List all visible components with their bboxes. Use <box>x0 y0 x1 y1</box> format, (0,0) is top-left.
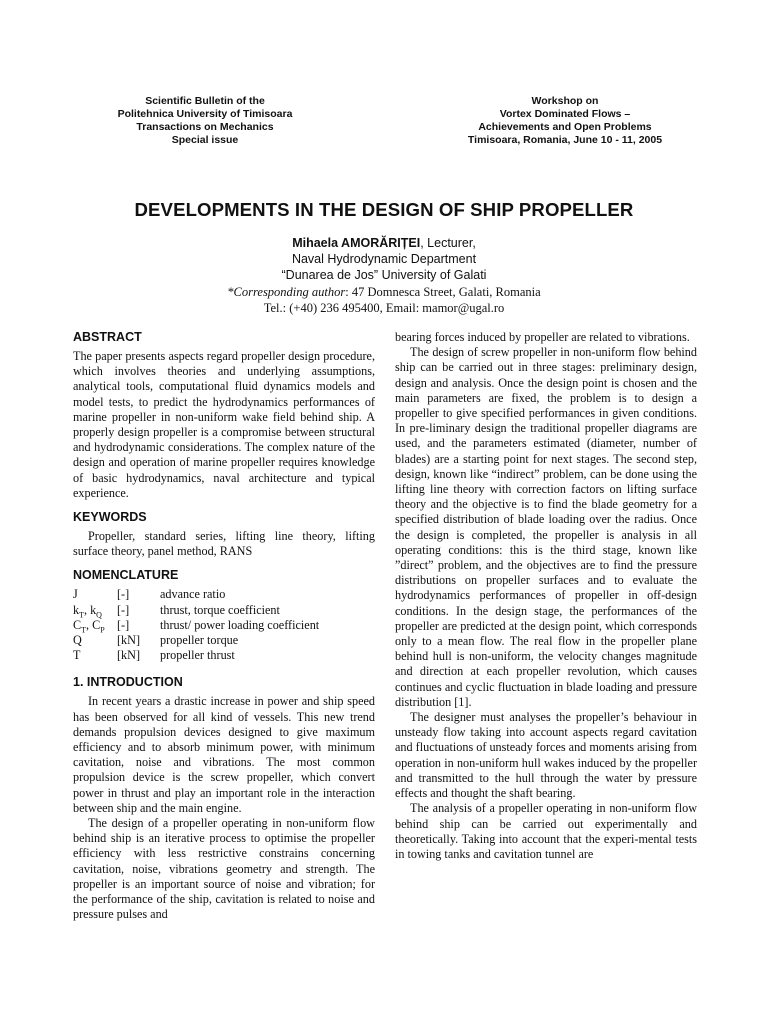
body-paragraph: The designer must analyses the propeller’s behaviour in unsteady flow taking into account aspects regard cavitation and fluctuations of unsteady forces and moments arising from operation in non-uniform hull wakes induced by the propeller and transmitted to the hull through the water by pressure effects and thought the shaft bearing. <box>395 710 697 801</box>
nomenclature-unit: [-] <box>117 602 130 617</box>
keywords-heading: KEYWORDS <box>73 510 147 525</box>
introduction-heading: 1. INTRODUCTION <box>73 675 183 690</box>
contact-phone-email: Tel.: (+40) 236 495400, Email: mamor@ugal.ro <box>263 300 505 315</box>
nomenclature-description: propeller thrust <box>160 648 235 663</box>
nomenclature-description: thrust/ power loading coefficient <box>160 617 320 632</box>
contact-block <box>84 285 684 316</box>
nomenclature-unit: [kN] <box>117 633 141 648</box>
left-column <box>73 330 375 923</box>
nomenclature-table <box>73 587 319 663</box>
nomenclature-description: propeller torque <box>160 633 239 648</box>
nomenclature-symbol: $C_T$, $C_P$ <box>73 617 105 635</box>
workshop-header <box>440 95 690 147</box>
nomenclature-symbol: Q <box>73 633 82 648</box>
nomenclature-unit: [-] <box>117 617 130 632</box>
journal-line: Special issue <box>171 134 239 146</box>
right-column <box>395 330 697 862</box>
workshop-line: Vortex Dominated Flows – <box>499 108 631 120</box>
journal-header <box>100 95 310 147</box>
body-paragraph: bearing forces induced by propeller are related to vibrations. <box>395 330 690 344</box>
nomenclature-symbol: $k_T$, $k_Q$ <box>73 602 102 620</box>
body-paragraph: The design of screw propeller in non-uniform flow behind ship can be carried out in three stages: preliminary design, design and analysis. Once the design point is chosen and the main parameters are fixed, the problem is to design a propeller to give specified performances in given conditions. In pre-liminary design the traditional propeller diagrams are used, and the parameters estimated (diameter, number of blades) are a starting point for next stages. The second step, design, known like “indirect” problem, can be done using the lifting line theory with correction factors on lifting surface theory and the objective is to find the blade geometry for a specified distribution of blade loading over the radius. Once the design is completed, the propeller is analysis in all operating conditions: this is the third stage, known like ”direct” problem, and the objectives are to find the pressure distributions on propeller surfaces and to evaluate the hydrodynamics performances of propeller in off-design conditions. In the design stage, the performances of the propeller are predicted at the design point, which corresponds only to a mean flow. The real flow in the propeller plane behind hull is non-uniform, the velocity changes magnitude and direction at each propeller revolution, which causes continues and cyclic fluctuation in blade loading and pressure distribution [1]. <box>395 345 697 709</box>
body-paragraph: The analysis of a propeller operating in non-uniform flow behind ship can be carried out experimentally and theoretically. Taking into account that the experi-mental tests in towing tanks and cavitation tunnel are <box>395 801 697 861</box>
nomenclature-symbol: T <box>73 648 81 663</box>
introduction-paragraph: The design of a propeller operating in non-uniform flow behind ship is an iterative process to optimise the propeller efficiency with less restrictive constrains concerning cavitation, noise, vibrations geometry and strength. The propeller is an important source of noise and vibration; for the performance of the ship, cavitation is related to noise and pressure pulses and <box>73 816 375 922</box>
workshop-line: Achievements and Open Problems <box>478 121 652 133</box>
nomenclature-symbol: J <box>73 587 78 602</box>
nomenclature-row <box>73 648 319 663</box>
corresponding-label: *Corresponding author <box>227 285 346 299</box>
introduction-paragraph: In recent years a drastic increase in power and ship speed has been observed for all kind of vessels. This new trend demands propulsion devices designed to give maximum efficiency and to absorb minimum power, with minimum cavitation, noise and vibrations. The most common propulsion device is the screw propeller, which convert power in thrust and play an important role in the interaction between ship and the main engine. <box>73 694 375 815</box>
keywords-text: Propeller, standard series, lifting line theory, lifting surface theory, panel method, RANS <box>73 529 375 559</box>
nomenclature-row <box>73 633 319 648</box>
abstract-text: The paper presents aspects regard propeller design procedure, which involves theories and underlying assumptions, analytical tools, computational fluid dynamics models and model tests, to predict the hydrodynamics performances of marine propeller in non-uniform wake field behind ship. A properly design propeller is a compromise between structural and hydrodynamic considerations. The complex nature of the design and operation of marine propeller requires knowledge of basic hydrodynamics, naval architecture and typical experience. <box>73 349 375 500</box>
nomenclature-description: thrust, torque coefficient <box>160 602 280 617</box>
abstract-heading: ABSTRACT <box>73 330 142 344</box>
author-block <box>84 235 684 283</box>
nomenclature-heading: NOMENCLATURE <box>73 568 179 583</box>
workshop-line: Timisoara, Romania, June 10 - 11, 2005 <box>467 134 663 146</box>
journal-line: Transactions on Mechanics <box>136 121 274 133</box>
journal-line: Politehnica University of Timisoara <box>117 108 293 120</box>
journal-line: Scientific Bulletin of the <box>145 95 265 107</box>
author-department: Naval Hydrodynamic Department <box>291 252 477 266</box>
nomenclature-row <box>73 587 319 602</box>
author-name: Mihaela AMORĂRIȚEI <box>292 236 421 250</box>
workshop-line: Workshop on <box>531 95 599 107</box>
nomenclature-row <box>73 618 319 633</box>
author-university: “Dunarea de Jos” University of Galati <box>281 268 487 282</box>
paper-title: DEVELOPMENTS IN THE DESIGN OF SHIP PROPELLER <box>134 199 634 220</box>
nomenclature-description: advance ratio <box>160 587 226 602</box>
contact-address: : 47 Domnesca Street, Galati, Romania <box>345 285 541 299</box>
nomenclature-row <box>73 603 319 618</box>
author-role: , Lecturer, <box>420 236 476 250</box>
nomenclature-unit: [kN] <box>117 648 141 663</box>
nomenclature-unit: [-] <box>117 587 130 602</box>
